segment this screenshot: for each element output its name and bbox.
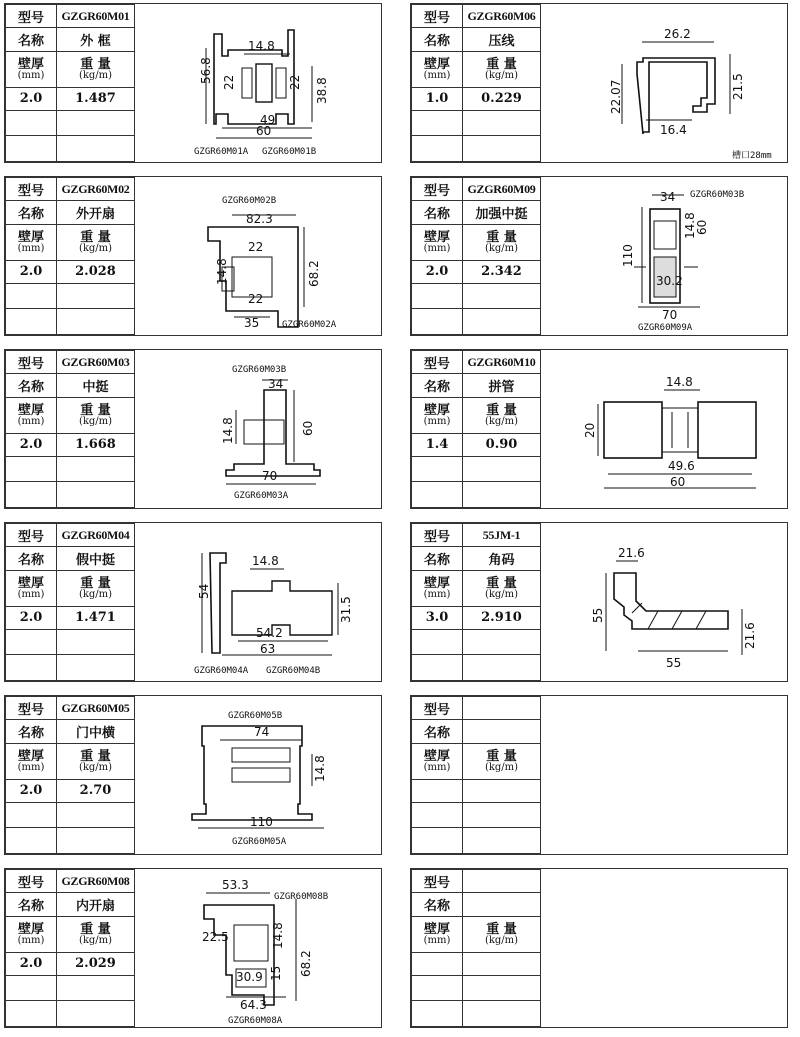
name-value: 门中横	[57, 720, 135, 743]
dimension-label: 70	[662, 308, 678, 322]
thickness-label: 壁厚 (mm)	[6, 397, 57, 433]
dimension-label: 55	[591, 607, 605, 623]
blank-cell	[57, 309, 135, 335]
model-value: GZGR60M10	[463, 351, 541, 374]
thickness-label: 壁厚 (mm)	[6, 743, 57, 779]
name-value: 内开扇	[57, 893, 135, 916]
blank-cell	[412, 456, 463, 481]
blank-cell	[463, 828, 541, 854]
model-label: 型号	[6, 351, 57, 374]
weight-label: 重 量 (kg/m)	[57, 570, 135, 606]
product-card	[410, 522, 788, 682]
weight-label: 重 量 (kg/m)	[463, 743, 541, 779]
spec-table	[411, 350, 541, 508]
blank-cell	[57, 655, 135, 681]
profile-outline	[234, 925, 268, 961]
profile-section-diagram	[136, 696, 381, 854]
dimension-label: 38.8	[315, 77, 329, 104]
profile-outline	[204, 905, 274, 1005]
blank-cell	[463, 975, 541, 1000]
dimension-label: 22.07	[609, 79, 623, 114]
thickness-value: 2.0	[412, 260, 463, 283]
profile-outline	[654, 221, 676, 249]
dimension-label: 16.4	[660, 123, 687, 137]
part-code-label: GZGR60M04A	[194, 666, 249, 676]
name-label: 名称	[412, 720, 463, 743]
blank-cell	[463, 802, 541, 827]
name-label: 名称	[412, 201, 463, 224]
name-value: 外 框	[57, 28, 135, 51]
product-card	[4, 3, 382, 163]
blank-cell	[412, 110, 463, 135]
dimension-label: 14.8	[252, 554, 279, 568]
part-code-label: GZGR60M08B	[274, 892, 329, 902]
blank-cell	[57, 975, 135, 1000]
blank-cell	[6, 629, 57, 654]
blank-cell	[6, 136, 57, 162]
blank-cell	[463, 655, 541, 681]
blank-cell	[6, 456, 57, 481]
product-card	[4, 522, 382, 682]
model-label: 型号	[6, 5, 57, 28]
part-code-label: GZGR60M08A	[228, 1016, 283, 1026]
name-label: 名称	[6, 201, 57, 224]
part-code-label: GZGR60M05B	[228, 711, 283, 721]
weight-label: 重 量 (kg/m)	[57, 916, 135, 952]
dimension-label: 30.9	[236, 970, 263, 984]
model-label: 型号	[6, 178, 57, 201]
dimension-label: 22	[288, 74, 302, 90]
blank-cell	[57, 110, 135, 135]
model-label: 型号	[412, 351, 463, 374]
dimension-label: 22.5	[202, 930, 229, 944]
dimension-label: 110	[250, 815, 273, 829]
dimension-label: 60	[695, 219, 709, 235]
product-card	[410, 868, 788, 1028]
blank-cell	[57, 802, 135, 827]
profile-outline	[242, 68, 252, 98]
thickness-label: 壁厚 (mm)	[412, 916, 463, 952]
profile-section-diagram	[136, 4, 381, 162]
spec-table	[411, 696, 541, 854]
profile-outline	[614, 573, 728, 629]
profile-outline	[232, 748, 290, 762]
dimension-label: 22	[222, 74, 236, 90]
thickness-label: 壁厚 (mm)	[6, 51, 57, 87]
blank-cell	[6, 802, 57, 827]
slot-note: 槽口28mm	[732, 151, 772, 161]
product-card	[410, 695, 788, 855]
product-card	[4, 349, 382, 509]
profile-section-diagram	[542, 869, 787, 1027]
profile-drawing	[136, 4, 381, 162]
profile-section-diagram	[136, 523, 381, 681]
product-card	[410, 3, 788, 163]
profile-drawing	[136, 696, 381, 854]
model-label: 型号	[6, 524, 57, 547]
name-label: 名称	[412, 893, 463, 916]
blank-cell	[412, 629, 463, 654]
thickness-value	[412, 779, 463, 802]
blank-cell	[463, 456, 541, 481]
thickness-label: 壁厚 (mm)	[412, 570, 463, 606]
blank-cell	[6, 655, 57, 681]
dimension-label: 34	[660, 190, 676, 204]
weight-label: 重 量 (kg/m)	[57, 397, 135, 433]
spec-table	[5, 350, 135, 508]
dimension-label: 54	[197, 583, 211, 599]
spec-table	[411, 869, 541, 1027]
model-label: 型号	[412, 870, 463, 893]
dimension-label: 21.6	[743, 622, 757, 649]
dimension-label: 14.8	[271, 922, 285, 949]
profile-outline	[276, 68, 286, 98]
thickness-value: 2.0	[6, 952, 57, 975]
profile-drawing	[542, 4, 787, 162]
profile-drawing	[542, 350, 787, 508]
spec-table	[5, 696, 135, 854]
name-label: 名称	[412, 374, 463, 397]
blank-cell	[463, 136, 541, 162]
weight-value: 2.910	[463, 606, 541, 629]
weight-value: 1.487	[57, 87, 135, 110]
dimension-label: 15	[269, 965, 283, 981]
blank-cell	[6, 283, 57, 308]
blank-cell	[6, 1001, 57, 1027]
blank-cell	[412, 136, 463, 162]
name-label: 名称	[6, 547, 57, 570]
thickness-label: 壁厚 (mm)	[6, 570, 57, 606]
dimension-label: 35	[244, 316, 260, 330]
model-value: 55JM-1	[463, 524, 541, 547]
blank-cell	[57, 1001, 135, 1027]
model-label: 型号	[412, 5, 463, 28]
name-label: 名称	[6, 374, 57, 397]
spec-table	[5, 869, 135, 1027]
dimension-label: 68.2	[307, 260, 321, 287]
weight-value	[463, 952, 541, 975]
spec-table	[5, 523, 135, 681]
model-label: 型号	[6, 870, 57, 893]
profile-section-diagram	[542, 696, 787, 854]
blank-cell	[463, 309, 541, 335]
product-card	[4, 695, 382, 855]
spec-table	[411, 177, 541, 335]
profile-drawing	[542, 869, 787, 1027]
thickness-label: 壁厚 (mm)	[412, 743, 463, 779]
thickness-value: 2.0	[6, 433, 57, 456]
thickness-value	[412, 952, 463, 975]
dimension-label: 64.3	[240, 998, 267, 1012]
dimension-label: 14.8	[248, 39, 275, 53]
name-label: 名称	[6, 720, 57, 743]
profile-drawing	[542, 696, 787, 854]
weight-value: 1.471	[57, 606, 135, 629]
thickness-label: 壁厚 (mm)	[412, 224, 463, 260]
name-label: 名称	[412, 28, 463, 51]
name-value: 压线	[463, 28, 541, 51]
thickness-value: 2.0	[6, 87, 57, 110]
profile-drawing	[136, 350, 381, 508]
model-value: GZGR60M03	[57, 351, 135, 374]
name-value	[463, 893, 541, 916]
part-code-label: GZGR60M04B	[266, 666, 321, 676]
model-label: 型号	[412, 697, 463, 720]
weight-value	[463, 779, 541, 802]
dimension-label: 82.3	[246, 212, 273, 226]
spec-table	[411, 523, 541, 681]
blank-cell	[412, 655, 463, 681]
blank-cell	[6, 110, 57, 135]
dimension-label: 70	[262, 469, 278, 483]
dimension-label: 63	[260, 642, 276, 656]
dimension-label: 60	[670, 475, 686, 489]
weight-value: 2.70	[57, 779, 135, 802]
blank-cell	[412, 283, 463, 308]
weight-label: 重 量 (kg/m)	[57, 51, 135, 87]
blank-cell	[6, 975, 57, 1000]
part-code-label: GZGR60M02A	[282, 320, 337, 330]
blank-cell	[57, 283, 135, 308]
profile-section-diagram	[542, 523, 787, 681]
blank-cell	[6, 482, 57, 508]
dimension-label: 14.8	[221, 417, 235, 444]
blank-cell	[412, 975, 463, 1000]
thickness-label: 壁厚 (mm)	[412, 51, 463, 87]
weight-label: 重 量 (kg/m)	[57, 743, 135, 779]
thickness-value: 2.0	[6, 606, 57, 629]
profile-drawing	[136, 869, 381, 1027]
blank-cell	[463, 1001, 541, 1027]
name-label: 名称	[412, 547, 463, 570]
blank-cell	[463, 110, 541, 135]
model-label: 型号	[412, 524, 463, 547]
profile-section-diagram	[542, 350, 787, 508]
part-code-label: GZGR60M05A	[232, 837, 287, 847]
name-value	[463, 720, 541, 743]
profile-drawing	[542, 523, 787, 681]
profile-outline	[632, 603, 706, 629]
name-value: 加强中挺	[463, 201, 541, 224]
part-code-label: GZGR60M01A	[194, 147, 249, 157]
product-card	[4, 176, 382, 336]
blank-cell	[57, 482, 135, 508]
model-label: 型号	[412, 178, 463, 201]
weight-label: 重 量 (kg/m)	[463, 51, 541, 87]
model-label: 型号	[6, 697, 57, 720]
model-value: GZGR60M02	[57, 178, 135, 201]
blank-cell	[412, 802, 463, 827]
weight-label: 重 量 (kg/m)	[57, 224, 135, 260]
blank-cell	[57, 456, 135, 481]
dimension-label: 74	[254, 725, 270, 739]
model-value	[463, 870, 541, 893]
thickness-value: 2.0	[6, 779, 57, 802]
thickness-label: 壁厚 (mm)	[6, 224, 57, 260]
weight-label: 重 量 (kg/m)	[463, 570, 541, 606]
part-code-label: GZGR60M01B	[262, 147, 317, 157]
thickness-label: 壁厚 (mm)	[412, 397, 463, 433]
blank-cell	[412, 828, 463, 854]
profile-section-diagram	[136, 350, 381, 508]
part-code-label: GZGR60M02B	[222, 196, 277, 206]
dimension-label: 60	[301, 420, 315, 436]
weight-label: 重 量 (kg/m)	[463, 916, 541, 952]
blank-cell	[463, 629, 541, 654]
spec-table	[411, 4, 541, 162]
dimension-label: 21.6	[618, 546, 645, 560]
part-code-label: GZGR60M09A	[638, 323, 693, 333]
name-label: 名称	[6, 28, 57, 51]
spec-table	[5, 4, 135, 162]
dimension-label: 49.6	[668, 459, 695, 473]
profile-section-diagram	[136, 177, 381, 335]
profile-outline	[256, 64, 272, 102]
part-code-label: GZGR60M03B	[232, 365, 287, 375]
name-label: 名称	[6, 893, 57, 916]
product-card	[410, 176, 788, 336]
blank-cell	[463, 482, 541, 508]
dimension-label: 56.8	[199, 57, 213, 84]
blank-cell	[6, 828, 57, 854]
model-value: GZGR60M05	[57, 697, 135, 720]
dimension-label: 54.2	[256, 626, 283, 640]
thickness-value: 1.4	[412, 433, 463, 456]
name-value: 外开扇	[57, 201, 135, 224]
profile-outline	[232, 768, 290, 782]
profile-drawing	[136, 523, 381, 681]
product-card	[4, 868, 382, 1028]
model-value: GZGR60M09	[463, 178, 541, 201]
weight-label: 重 量 (kg/m)	[463, 224, 541, 260]
model-value: GZGR60M01	[57, 5, 135, 28]
part-code-label: GZGR60M03B	[690, 190, 745, 200]
blank-cell	[412, 309, 463, 335]
profile-outline	[698, 402, 756, 458]
profile-outline	[210, 553, 226, 653]
dimension-label: 21.5	[731, 73, 745, 100]
thickness-value: 1.0	[412, 87, 463, 110]
dimension-label: 31.5	[339, 596, 353, 623]
dimension-label: 30.2	[656, 274, 683, 288]
dimension-label: 60	[256, 124, 272, 138]
blank-cell	[57, 828, 135, 854]
model-value: GZGR60M04	[57, 524, 135, 547]
weight-value: 2.029	[57, 952, 135, 975]
dimension-label: 20	[583, 422, 597, 438]
model-value: GZGR60M06	[463, 5, 541, 28]
model-value: GZGR60M08	[57, 870, 135, 893]
blank-cell	[412, 1001, 463, 1027]
profile-outline	[662, 408, 698, 452]
thickness-value: 3.0	[412, 606, 463, 629]
blank-cell	[412, 482, 463, 508]
weight-value: 0.229	[463, 87, 541, 110]
dimension-label: 34	[268, 377, 284, 391]
dimension-label: 68.2	[299, 950, 313, 977]
dimension-label: 55	[666, 656, 682, 670]
profile-section-diagram	[136, 869, 381, 1027]
dimension-label: 26.2	[664, 27, 691, 41]
profile-section-diagram	[542, 4, 787, 162]
dimension-label: 49	[260, 113, 276, 127]
product-card	[410, 349, 788, 509]
dimension-label: 110	[621, 244, 635, 267]
profile-drawing	[542, 177, 787, 335]
name-value: 角码	[463, 547, 541, 570]
dimension-label: 14.8	[683, 212, 697, 239]
name-value: 假中挺	[57, 547, 135, 570]
blank-cell	[463, 283, 541, 308]
profile-drawing	[136, 177, 381, 335]
dimension-label: 22	[248, 292, 264, 306]
weight-value: 2.342	[463, 260, 541, 283]
weight-value: 0.90	[463, 433, 541, 456]
weight-value: 2.028	[57, 260, 135, 283]
dimension-label: 14.8	[313, 755, 327, 782]
spec-table	[5, 177, 135, 335]
blank-cell	[57, 136, 135, 162]
name-value: 拼管	[463, 374, 541, 397]
profile-outline	[232, 257, 272, 297]
thickness-value: 2.0	[6, 260, 57, 283]
dimension-label: 14.8	[215, 258, 229, 285]
weight-value: 1.668	[57, 433, 135, 456]
thickness-label: 壁厚 (mm)	[6, 916, 57, 952]
blank-cell	[57, 629, 135, 654]
dimension-label: 53.3	[222, 878, 249, 892]
part-code-label: GZGR60M03A	[234, 491, 289, 501]
weight-label: 重 量 (kg/m)	[463, 397, 541, 433]
dimension-label: 14.8	[666, 375, 693, 389]
profile-section-diagram	[542, 177, 787, 335]
blank-cell	[6, 309, 57, 335]
model-value	[463, 697, 541, 720]
profile-outline	[604, 402, 662, 458]
name-value: 中挺	[57, 374, 135, 397]
dimension-label: 22	[248, 240, 264, 254]
